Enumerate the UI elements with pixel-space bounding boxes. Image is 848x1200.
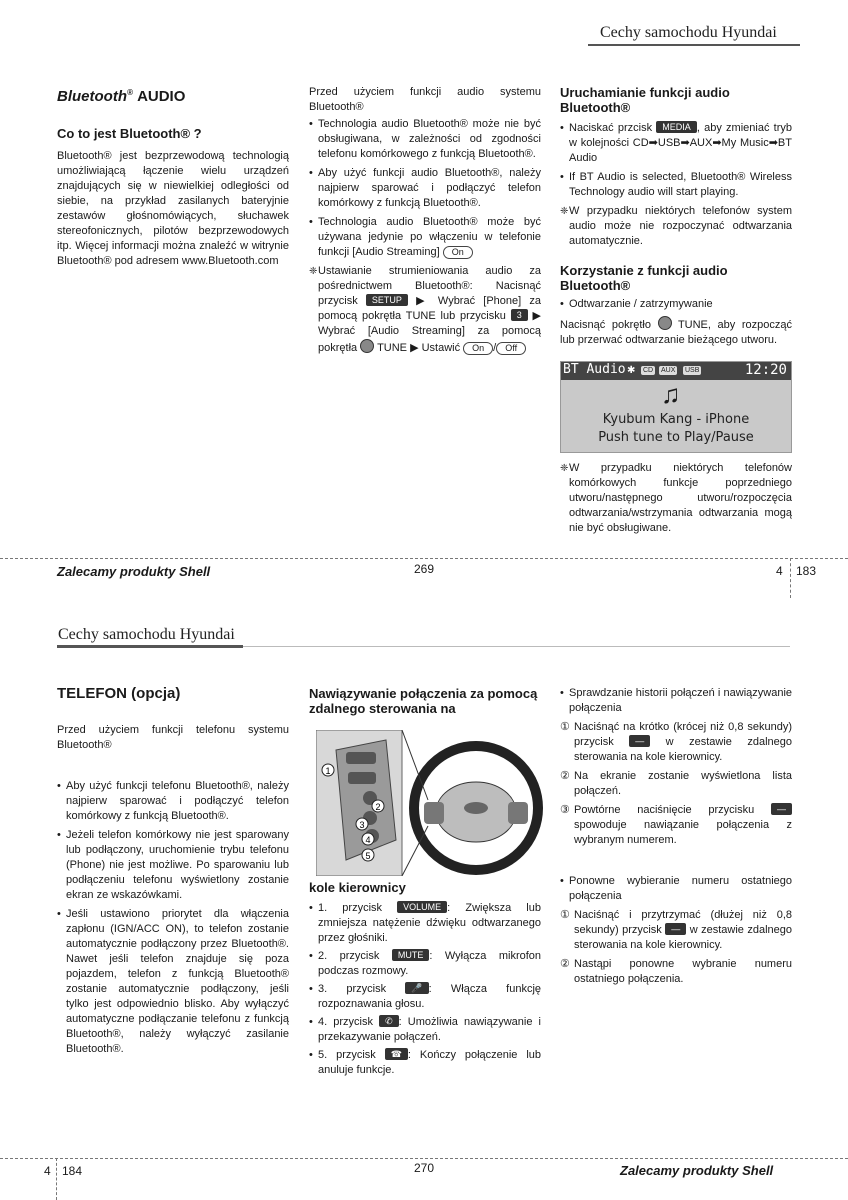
- top-col-3-bottom: [560, 461, 792, 540]
- music-note-icon: ♫: [661, 379, 681, 409]
- top-col-3: [560, 85, 792, 354]
- step-2: ② Nastąpi ponowne wybranie numeru ostatniego połączenia.: [560, 957, 792, 987]
- on-pill: On: [443, 246, 473, 259]
- telephone-intro: Przed użyciem funkcji telefonu systemu Bluetooth®: [57, 724, 289, 751]
- right-controls: [508, 802, 528, 824]
- tune-knob-icon: [360, 339, 374, 353]
- top-page-header: Cechy samochodu Hyundai: [600, 24, 777, 41]
- callout-label: 4: [365, 835, 371, 845]
- top-footer-divider: [790, 558, 791, 598]
- bottom-page-number: 270: [414, 1161, 435, 1175]
- list-item: • Sprawdzanie historii połączeń i nawiązywanie połączenia: [560, 686, 792, 716]
- list-item: • 2. przycisk MUTE : Wyłącza mikrofon podczas rozmowy.: [309, 949, 541, 979]
- list-item: • 1. przycisk VOLUME : Zwiększa lub zmniejsza natężenie dźwięku odtwarzanego przez głośniki.: [309, 901, 541, 946]
- volume-button-shape: [346, 752, 376, 764]
- telephone-title: TELEFON (opcja): [57, 685, 181, 702]
- setup-key: SETUP: [366, 294, 408, 306]
- list-item: • If BT Audio is selected, Bluetooth® Wireless Technology audio will start playing.: [560, 170, 792, 200]
- aux-tag: AUX: [661, 367, 676, 374]
- callout-label: 2: [375, 802, 381, 812]
- list-item: • Aby użyć funkcji telefonu Bluetooth®, należy najpierw sparować i podłączyć telefon komórkowy z funkcją Bluetooth®.: [57, 779, 289, 824]
- top-manual-page: 183: [796, 564, 817, 578]
- bottom-manual-page: 184: [62, 1164, 83, 1178]
- tune-knob-icon: [658, 316, 672, 330]
- start-audio-heading: Uruchamianie funkcji audio Bluetooth®: [560, 85, 730, 115]
- clock: 12:20: [744, 362, 787, 378]
- voice-key-icon: 🎤: [405, 982, 428, 994]
- remote-call-heading-end: kole kierownicy: [309, 880, 406, 895]
- callout-label: 3: [359, 820, 365, 830]
- bluetooth-description: Bluetooth® jest bezprzewodową technologią umożliwiającą łączenie wielu urządzeń znajdujących się w niewielkiej odległości od siebie, na przykład zasilanych bateryjnie zestawów głośnomówiących, słuchawek stereofonicznych, pilotów bezprzewodowych itp. Więcej informacji można znaleźć w witrynie Bluetooth® pod adresem www.Bluetooth.com: [57, 150, 289, 267]
- top-page-number: 269: [414, 562, 435, 576]
- bottom-footer-brand: Zalecamy produkty Shell: [620, 1163, 774, 1178]
- call-key-icon: —: [771, 803, 792, 815]
- call-key-icon: ✆: [379, 1015, 399, 1027]
- bt-screen-title: BT Audio: [563, 362, 626, 377]
- bottom-page-divider: [0, 1158, 848, 1159]
- play-pause-text: Nacisnąć pokrętło TUNE, aby rozpocząć lub przerwać odtwarzanie bieżącego utworu.: [560, 316, 792, 348]
- bluetooth-icon: ✱: [627, 365, 636, 376]
- top-col-2: [309, 85, 541, 360]
- list-item: • 3. przycisk 🎤 : Włącza funkcję rozpoznawania głosu.: [309, 982, 541, 1012]
- audio-streaming-note: ❈ Ustawianie strumieniowania audio za pośrednictwem Bluetooth®: Nacisnąć przycisk SETUP ▶ Wybrać [Phone] za pomocą pokrętła TUNE lub przycisku 3 ▶ Wybrać [Audio Streaming] za pomocą pokrętła TUNE ▶ Ustawić On / Off: [309, 264, 541, 356]
- list-item: • 5. przycisk ☎ : Kończy połączenie lub anuluje funkcje.: [309, 1048, 541, 1078]
- list-item: • Aby użyć funkcji audio Bluetooth®, należy najpierw sparować i podłączyć telefon komórkowy z funkcją Bluetooth®.: [309, 166, 541, 211]
- top-page-divider: [0, 558, 848, 559]
- bt-device-name: Kyubum Kang - iPhone: [602, 412, 750, 427]
- callout-label: 1: [325, 766, 331, 776]
- step-1: ① Naciśnąć na krótko (krócej niż 0,8 sekundy) przycisk — w zestawie zdalnego sterowania na kole kierownicy.: [560, 720, 792, 765]
- cd-tag: CD: [643, 367, 654, 374]
- bottom-section-number: 4: [44, 1164, 51, 1178]
- list-item: • Odtwarzanie / zatrzymywanie: [560, 297, 792, 312]
- bottom-col-1: [57, 686, 289, 1061]
- note: ❈ W przypadku niektórych telefonów komórkowych funkcje poprzedniego utworu/następnego utworu/rozpoczęcia odtwarzania/wstrzymania odtwarzania mogą nie być obsługiwane.: [560, 461, 792, 536]
- bottom-footer-divider: [56, 1158, 57, 1200]
- media-key: MEDIA: [656, 121, 697, 133]
- mute-button-shape: [348, 772, 376, 784]
- bottom-col-3: [560, 686, 792, 991]
- list-item: • Jeśli ustawiono priorytet dla włączenia zapłonu (IGN/ACC ON), to telefon zostanie automatycznie podłączony przez Bluetooth®. Nawet jeśli telefon znajduje się poza pojazdem, telefon z funkcją Bluetooth® zostanie automatycznie podłączony, jeśli tylko jest odpowiednio blisko. Aby wyłączyć automatyczne podłączanie telefonu z funkcją Bluetooth®, należy wyłączyć zasilanie Bluetooth®.: [57, 907, 289, 1057]
- end-call-key-icon: ☎: [385, 1048, 408, 1060]
- list-item: • Technologia audio Bluetooth® może nie być obsługiwana, w zależności od zgodności telefonu komórkowego z funkcją Bluetooth®.: [309, 117, 541, 162]
- step-3: ③ Powtórne naciśnięcie przycisku — spowoduje nawiązanie połączenia z wybranym numerem.: [560, 803, 792, 848]
- bt-audio-screen: [560, 361, 792, 453]
- list-item: • 4. przycisk ✆ : Umożliwia nawiązywanie i przekazywanie połączeń.: [309, 1015, 541, 1045]
- bluetooth-audio-title: Bluetooth® AUDIO: [57, 88, 186, 105]
- volume-key: VOLUME: [397, 901, 447, 913]
- what-is-bluetooth-heading: Co to jest Bluetooth® ?: [57, 126, 202, 141]
- list-item: • Naciskać przcisk MEDIA , aby zmieniać tryb w kolejności CD➡USB➡AUX➡My Music➡BT Audio: [560, 121, 792, 166]
- top-footer-brand: Zalecamy produkty Shell: [57, 564, 211, 579]
- top-section-number: 4: [776, 564, 783, 578]
- usb-tag: USB: [685, 367, 700, 374]
- top-col-1: [57, 85, 289, 275]
- use-audio-heading: Korzystanie z funkcji audio Bluetooth®: [560, 263, 728, 293]
- bt-hint: Push tune to Play/Pause: [598, 430, 754, 445]
- step-1: ① Naciśnąć i przytrzymać (dłużej niż 0,8 sekundy) przycisk — w zestawie zdalnego sterowania na kole kierownicy.: [560, 908, 792, 953]
- bottom-header-rule: [57, 645, 243, 648]
- call-key-icon: —: [665, 923, 686, 935]
- step-2: ② Na ekranie zostanie wyświetlona lista połączeń.: [560, 769, 792, 799]
- list-item: • Ponowne wybieranie numeru ostatniego połączenia: [560, 874, 792, 904]
- list-item: • Technologia audio Bluetooth® może być używana jedynie po włączeniu w telefonie funkcji [Audio Streaming] On: [309, 215, 541, 260]
- list-item: • Jeżeli telefon komórkowy nie jest sparowany lub podłączony, uruchomienie trybu telefonu (Phone) nie jest możliwe. Po sparowaniu lub podłączeniu telefonu wyświetlony zostanie ekran ze wskazówkami.: [57, 828, 289, 903]
- top-header-rule: [588, 44, 800, 46]
- bottom-page-header: Cechy samochodu Hyundai: [58, 626, 235, 643]
- mute-key: MUTE: [392, 949, 430, 961]
- bottom-col-2: [309, 686, 541, 716]
- key-3: 3: [511, 309, 528, 321]
- note: ❈ W przypadku niektórych telefonów system audio może nie rozpoczynać odtwarzania automatycznie.: [560, 204, 792, 249]
- call-key-icon: —: [629, 735, 650, 747]
- off-pill: Off: [496, 342, 526, 355]
- bottom-col-2-list: [309, 880, 541, 1081]
- audio-intro: Przed użyciem funkcji audio systemu Bluetooth®: [309, 86, 541, 113]
- steering-wheel-illustration: [316, 730, 552, 876]
- remote-call-heading: Nawiązywanie połączenia za pomocą zdalnego sterowania na: [309, 686, 538, 716]
- hyundai-logo-icon: [464, 802, 488, 814]
- callout-label: 5: [365, 851, 371, 861]
- on-pill: On: [463, 342, 493, 355]
- left-controls: [424, 802, 444, 824]
- bt-status-bar: [561, 362, 791, 380]
